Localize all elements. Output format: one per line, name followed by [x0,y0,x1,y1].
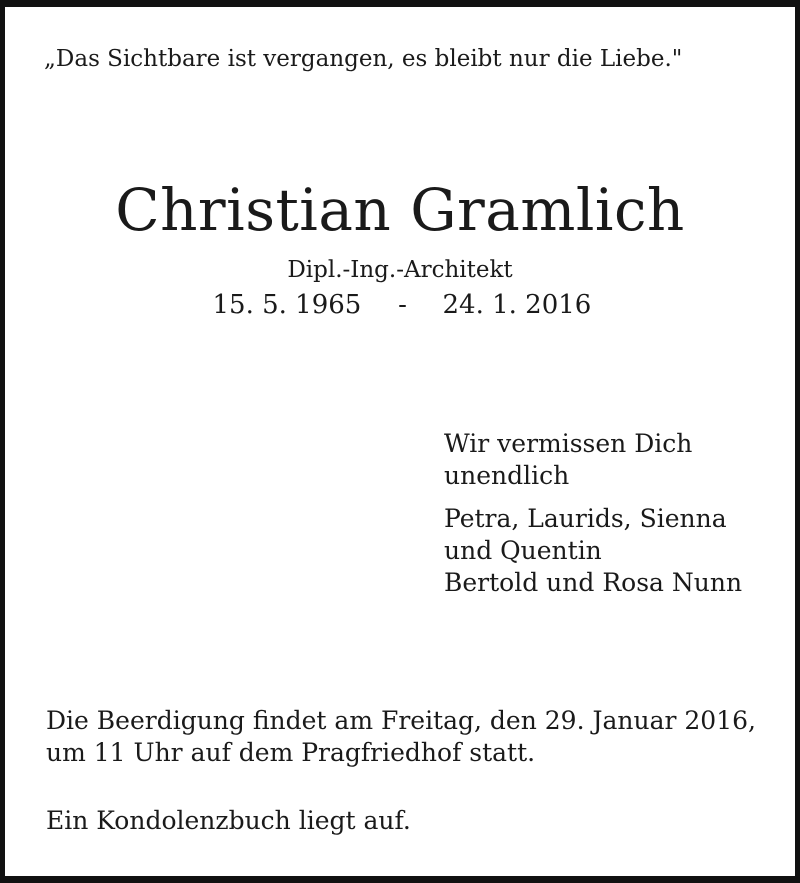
family-line: Bertold und Rosa Nunn [444,568,743,597]
life-dates [0,289,800,321]
message-line: Wir vermissen Dich [444,429,693,458]
mourners-block [444,428,774,599]
profession-title: Dipl.-Ing.-Architekt [287,257,513,283]
memorial-quote: „Das Sichtbare ist vergangen, es bleibt nur die Liebe." [44,46,683,72]
funeral-location-line: um 11 Uhr auf dem Pragfriedhof statt. [46,738,536,767]
message-line: unendlich [444,461,570,490]
condolence-note: Ein Kondolenzbuch liegt auf. [46,806,411,835]
funeral-date-line: Die Beerdigung findet am Freitag, den 29. Januar 2016, [46,706,756,735]
death-date: 24. 1. 2016 [442,290,592,320]
spacer [444,492,774,503]
funeral-info [46,705,776,769]
birth-date: 15. 5. 1965 [212,290,362,320]
family-line: und Quentin [444,536,602,565]
family-line: Petra, Laurids, Sienna [444,504,727,533]
deceased-name: Christian Gramlich [115,176,685,244]
date-separator: - [398,290,407,320]
